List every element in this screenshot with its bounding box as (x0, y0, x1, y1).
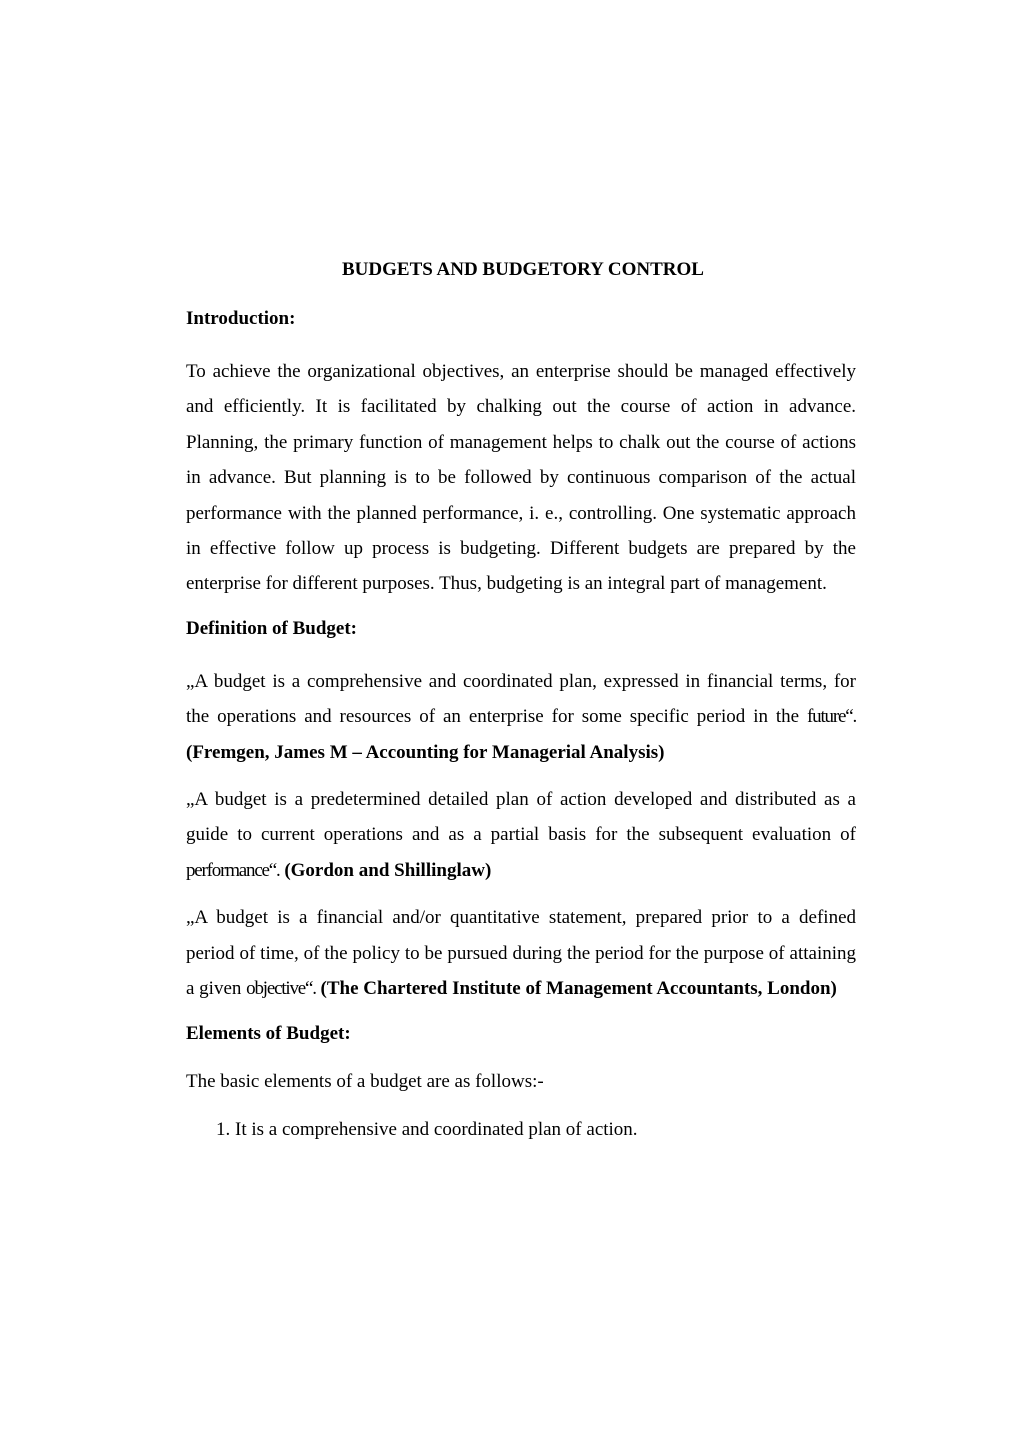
elements-intro: The basic elements of a budget are as follows:- (186, 1070, 544, 1092)
quote-tail: performance“. (186, 859, 280, 881)
introduction-heading: Introduction: (186, 308, 296, 329)
quote-text: „A budget is a comprehensive and coordinated plan, expressed in financial terms, for the operations and resources of an enterprise for some specific period in the (186, 670, 856, 728)
definition-quote-3 (186, 900, 856, 1006)
quote-text: „A budget is a predetermined detailed plan of action developed and distributed as a guide to current operations and as a partial basis for the subsequent evaluation of (186, 789, 856, 846)
elements-list (186, 1117, 856, 1143)
introduction-paragraph: To achieve the organizational objectives, an enterprise should be managed effectively and efficiently. It is facilitated by chalking out the course of action in advance. Planning, the primary function of management helps to chalk out the course of actions in advance. But planning is to be followed by continuous comparison of the actual performance with the planned performance, i. e., controlling. One systematic approach in effective follow up process is budgeting. Different budgets are prepared by the enterprise for different purposes. Thus, budgeting is an integral part of management. (186, 361, 856, 595)
document-body (186, 257, 856, 1143)
list-item: 1. It is a comprehensive and coordinated plan of action. (216, 1118, 638, 1140)
quote-tail: objective“. (246, 978, 316, 1000)
quote-tail: future“. (807, 706, 856, 728)
quote-source: (Fremgen, James M – Accounting for Managerial Analysis) (186, 741, 665, 763)
quote-source: (The Chartered Institute of Management Accountants, London) (315, 978, 837, 1000)
definition-quote-1 (186, 664, 856, 770)
definition-quote-2 (186, 782, 856, 888)
elements-heading: Elements of Budget: (186, 1022, 351, 1044)
quote-text: „A budget is a financial and/or quantitative statement, prepared prior to a defined period of time, of the policy to be pursued during the period for the purpose of attaining a given (186, 907, 856, 1000)
definition-heading: Definition of Budget: (186, 617, 357, 639)
document-title: BUDGETS AND BUDGETORY CONTROL (342, 259, 704, 280)
quote-source: (Gordon and Shillinglaw) (279, 859, 492, 881)
